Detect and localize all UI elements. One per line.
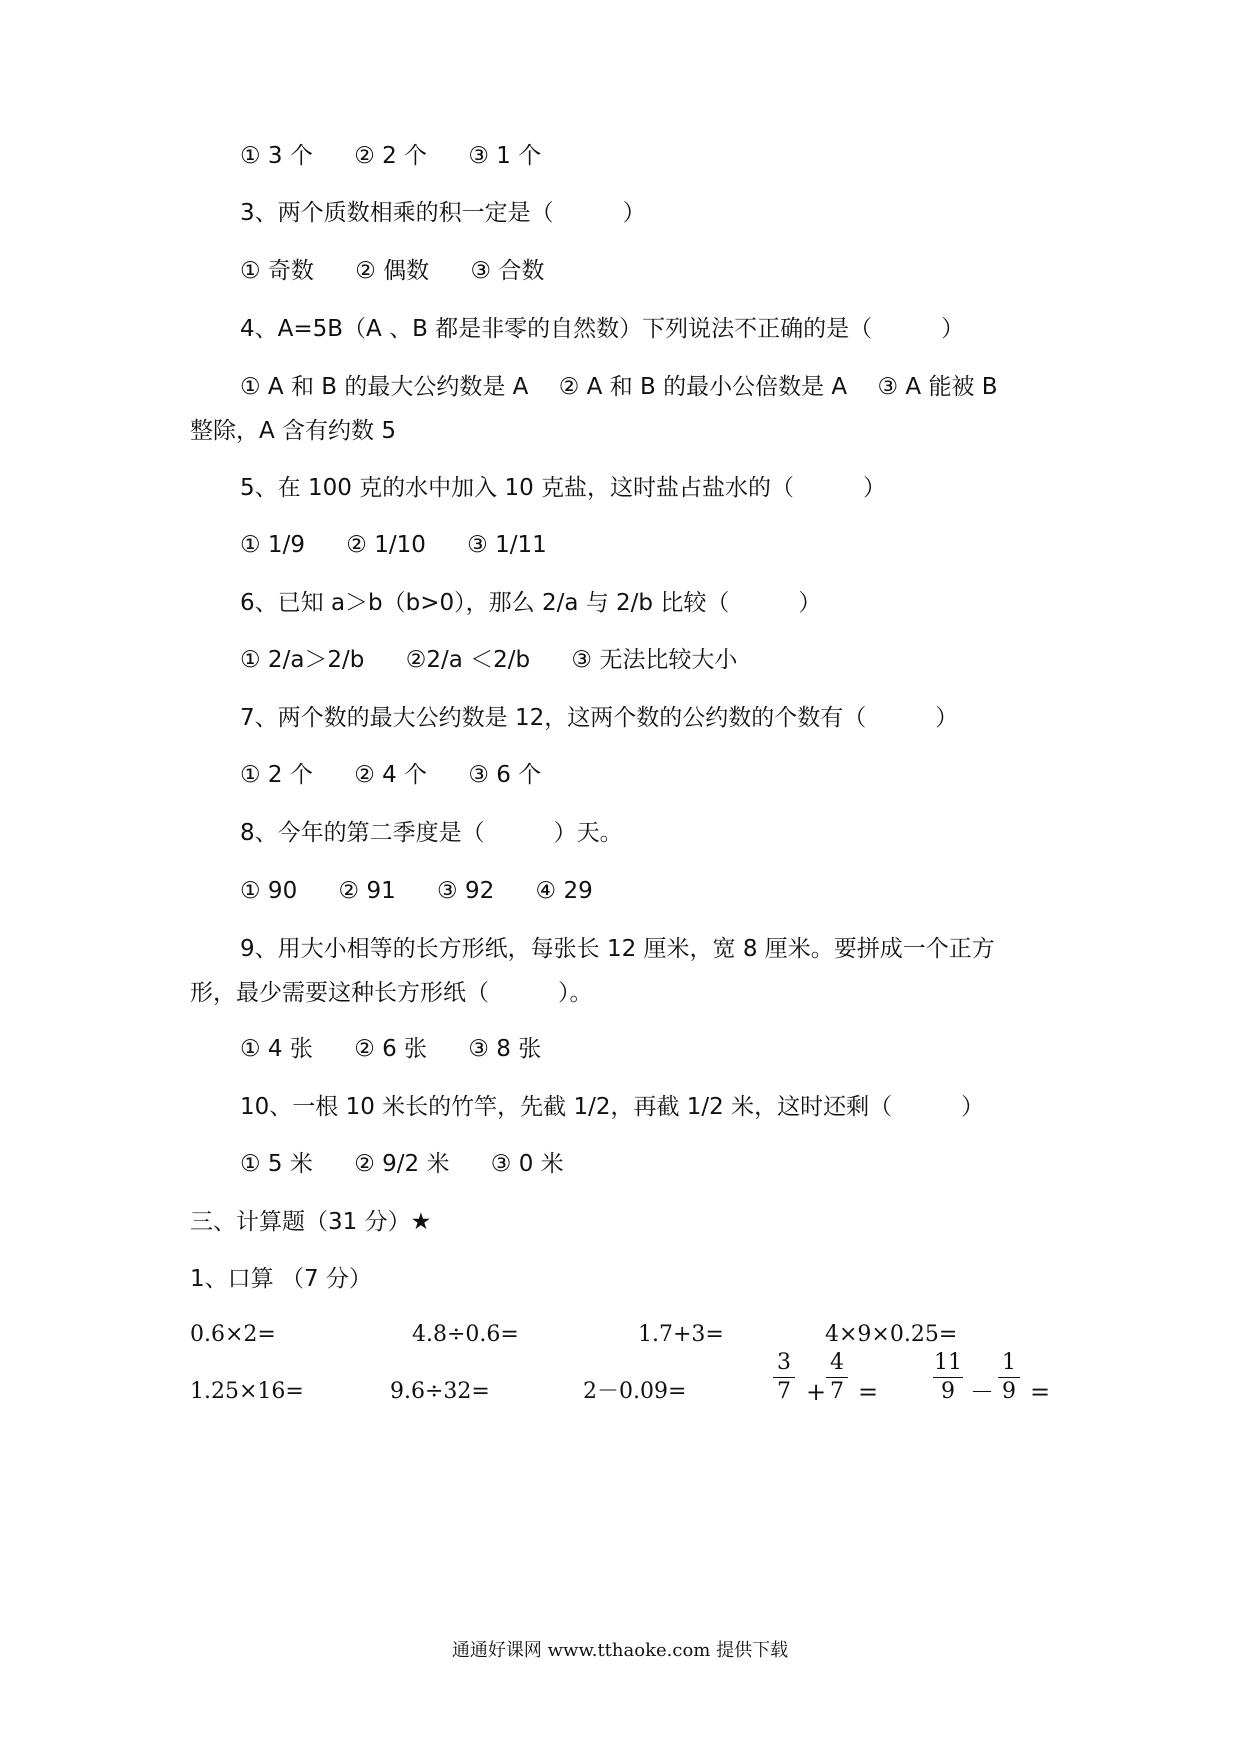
- section3-sub1: 1、口算 （7 分）: [190, 1266, 372, 1292]
- q10-option-1: ① 5 米: [240, 1151, 313, 1177]
- q7-options: [240, 760, 575, 790]
- q3-options: [240, 256, 578, 286]
- q9-options: [240, 1034, 575, 1064]
- equals-sign: =: [1030, 1378, 1051, 1406]
- q8-option-3: ③ 92: [437, 878, 495, 904]
- equals-sign: =: [858, 1378, 879, 1406]
- section3-title: 三、计算题（31 分）★: [190, 1209, 432, 1235]
- fraction-bar: [933, 1377, 963, 1378]
- q10-option-3: ③ 0 米: [490, 1151, 564, 1177]
- fraction-bar: [998, 1377, 1020, 1378]
- numerator: 11: [934, 1350, 962, 1375]
- q6-options: [240, 645, 771, 675]
- q2-option-3: ③ 1 个: [468, 143, 542, 169]
- q7-stem: 7、两个数的最大公约数是 12，这两个数的公约数的个数有（ ）: [240, 705, 959, 731]
- q4-stem: 4、A=5B（A 、B 都是非零的自然数）下列说法不正确的是（ ）: [240, 316, 965, 342]
- q9-stem-line1: 9、用大小相等的长方形纸，每张长 12 厘米，宽 8 厘米。要拼成一个正方: [240, 936, 995, 962]
- q5-option-2: ② 1/10: [346, 532, 426, 558]
- page-footer: 通通好课网 www.tthaoke.com 提供下载: [451, 1640, 789, 1661]
- q9-option-2: ② 6 张: [354, 1036, 428, 1062]
- calc-item: 1.7+3=: [638, 1322, 724, 1347]
- q3-option-3: ③ 合数: [470, 258, 545, 284]
- q6-option-1: ① 2/a＞2/b: [240, 647, 365, 673]
- q8-option-1: ① 90: [240, 878, 298, 904]
- calc-item: 4.8÷0.6=: [412, 1322, 519, 1347]
- q5-option-1: ① 1/9: [240, 532, 305, 558]
- q6-stem: 6、已知 a＞b（b>0），那么 2/a 与 2/b 比较（ ）: [240, 590, 822, 616]
- calc-item: 0.6×2=: [190, 1322, 276, 1347]
- q8-option-2: ② 91: [338, 878, 396, 904]
- numerator: 4: [830, 1350, 844, 1375]
- q9-option-1: ① 4 张: [240, 1036, 313, 1062]
- calc-item: 4×9×0.25=: [825, 1322, 958, 1347]
- q8-options: [240, 876, 627, 906]
- q2-option-1: ① 3 个: [240, 143, 313, 169]
- fraction-bar: [773, 1377, 795, 1378]
- denominator: 7: [777, 1379, 791, 1404]
- q10-options: [240, 1149, 598, 1179]
- q5-stem: 5、在 100 克的水中加入 10 克盐，这时盐占盐水的（ ）: [240, 475, 887, 501]
- q7-option-1: ① 2 个: [240, 762, 313, 788]
- calc-item: 2－0.09=: [583, 1379, 687, 1404]
- calc-item: 9.6÷32=: [390, 1379, 490, 1404]
- q5-option-3: ③ 1/11: [467, 532, 547, 558]
- denominator: 9: [1002, 1379, 1016, 1404]
- fraction: [933, 1350, 963, 1405]
- q3-stem: 3、两个质数相乘的积一定是（ ）: [240, 200, 646, 226]
- plus-sign: +: [806, 1378, 827, 1406]
- q9-option-3: ③ 8 张: [468, 1036, 542, 1062]
- minus-sign: －: [970, 1378, 994, 1406]
- numerator: 3: [777, 1350, 791, 1375]
- q4-options-line1: ① A 和 B 的最大公约数是 A ② A 和 B 的最小公倍数是 A ③ A 能被 B: [240, 374, 998, 400]
- q7-option-2: ② 4 个: [354, 762, 428, 788]
- q5-options: [240, 530, 581, 560]
- q2-options: [240, 141, 575, 171]
- q8-option-4: ④ 29: [535, 878, 593, 904]
- q4-options-line2: 整除，A 含有约数 5: [190, 418, 396, 444]
- q10-option-2: ② 9/2 米: [354, 1151, 450, 1177]
- q9-stem-line2: 形，最少需要这种长方形纸（ ）。: [190, 980, 593, 1006]
- fraction: [773, 1350, 795, 1405]
- calc-item: 1.25×16=: [190, 1379, 304, 1404]
- q3-option-1: ① 奇数: [240, 258, 314, 284]
- q10-stem: 10、一根 10 米长的竹竿，先截 1/2，再截 1/2 米，这时还剩（ ）: [240, 1094, 985, 1120]
- q2-option-2: ② 2 个: [354, 143, 428, 169]
- fraction: [826, 1350, 848, 1405]
- q6-option-3: ③ 无法比较大小: [571, 647, 738, 673]
- fraction: [998, 1350, 1020, 1405]
- q7-option-3: ③ 6 个: [468, 762, 542, 788]
- q3-option-2: ② 偶数: [355, 258, 430, 284]
- denominator: 9: [941, 1379, 955, 1404]
- denominator: 7: [830, 1379, 844, 1404]
- numerator: 1: [1002, 1350, 1016, 1375]
- q8-stem: 8、今年的第二季度是（ ）天。: [240, 820, 623, 846]
- q6-option-2: ②2/a ＜2/b: [405, 647, 531, 673]
- fraction-bar: [826, 1377, 848, 1378]
